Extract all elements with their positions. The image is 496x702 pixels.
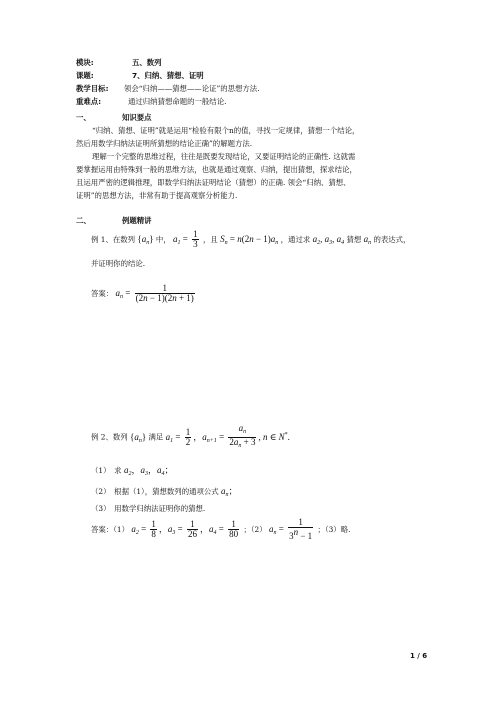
- example1-text-guess: 猜想: [346, 235, 362, 244]
- section2-title: 例题精讲: [122, 216, 152, 225]
- example2-q2-formula: $a_n$；: [221, 486, 238, 498]
- sequence-an-formula: $\{a_n\}$: [137, 234, 154, 246]
- example2-answer-general-term: $a_n$ = $\frac{1}{3^n - 1}$: [269, 517, 313, 542]
- example2-intro: 例 2、数列: [91, 432, 128, 442]
- goal-label: 教学目标:: [76, 84, 109, 93]
- module-row: [76, 58, 162, 68]
- example2-answer: [91, 518, 350, 544]
- example1-text-calc: ，通过求: [280, 235, 311, 244]
- section1-p2-line3: 且运用严密的逻辑推理，即数学归纳法证明结论（猜想）的正确. 领会“归纳、猜想、: [76, 178, 351, 187]
- example2-q2: [91, 486, 238, 500]
- example2-answer-label: 答案：（1）: [91, 525, 129, 534]
- example1-intro: 例 1、在数列: [91, 235, 136, 244]
- module-label: 模块:: [76, 58, 94, 67]
- a1-formula: $a_1$ = $\frac{1}{3}$: [173, 229, 198, 250]
- an-formula: $a_n$: [363, 234, 372, 246]
- focus-row: [76, 97, 226, 107]
- example1-line2: 并证明你的结论.: [91, 259, 146, 268]
- topic-label: 课题:: [76, 71, 94, 80]
- section1-p1-line2: 然后用数学归纳法证明所猜想的结论正确”的解题方法.: [76, 139, 253, 148]
- example2-q2-text: （2） 根据（1），猜想数列的通项公式: [91, 487, 219, 496]
- module-value: 五、数列: [132, 58, 162, 67]
- example2-answer-values: $a_2$ = $\frac{1}{8}$ ，$a_3$ = $\frac{1}{26}$ ，$a_4$ = $\frac{1}{80}$: [131, 519, 239, 540]
- example1-statement: [91, 230, 410, 252]
- section1-p1-line1: “归纳、猜想、证明”就是运用“检验有限个n的值，寻找一定规律，猜想一个结论，: [92, 126, 360, 135]
- section2-number: 二、: [76, 216, 91, 225]
- example1-answer-formula: $a_n$ = $\frac{1}{(2n - 1)(2n + 1)}$: [115, 283, 194, 304]
- example2-sequence-formula: $\{a_n\}$: [129, 431, 147, 444]
- a2-a3-a4-formula: $a_2$, $a_3$, $a_4$: [312, 234, 345, 246]
- topic-value: 7、归纳、猜想、证明: [132, 71, 204, 80]
- example2-answer-part2: ；（2）: [243, 525, 267, 534]
- focus-label: 重难点:: [76, 97, 102, 106]
- example2-q3: （3） 用数学归纳法证明你的猜想.: [91, 504, 206, 513]
- example2-text-satisfy: 满足: [148, 432, 164, 442]
- section1-p2-line1: 理解一个完整的思维过程，往往是既要发现结论，又要证明结论的正确性. 这就需: [92, 152, 356, 161]
- example1-text-middle: 中，: [155, 235, 171, 244]
- section1-heading: [76, 113, 152, 123]
- example1-answer-label: 答案：: [91, 289, 114, 298]
- example2-q1-text: （1） 求: [91, 466, 122, 475]
- focus-value: 通过归纳猜想命题的一般结论.: [128, 97, 227, 106]
- section1-p2-line4: 证明”的思想方法，非常有助于提高观察分析能力.: [76, 191, 238, 200]
- section1-number: 一、: [76, 113, 91, 122]
- example1-answer: [91, 282, 197, 308]
- example1-text-given: ，且: [202, 235, 218, 244]
- section1-p2-line2: 要掌握运用由特殊到一般的思维方法，也就是通过观察、归纳，提出猜想，探求结论，: [76, 165, 357, 174]
- goal-value: 领会“归纳——猜想——论证”的思想方法.: [124, 84, 260, 93]
- example1-text-end: 的表达式，: [373, 235, 411, 244]
- sn-formula: $S_n = n(2n - 1)a_n$: [220, 234, 279, 246]
- goal-row: [76, 84, 260, 94]
- example2-recurrence-formula: $a_1$ = $\frac{1}{2}$ ，$a_{n+1}$ = $\frac{a_n}{2a_n + 3}$ , n ∈ N*.: [165, 423, 290, 449]
- example2-q1: [91, 465, 173, 479]
- section1-title: 知识要点: [122, 113, 152, 122]
- topic-row: [76, 71, 204, 81]
- page-number: 1 / 6: [410, 652, 428, 660]
- example2-answer-part3: ；（3）略.: [317, 525, 351, 534]
- example2-statement: [91, 424, 290, 451]
- example2-q1-formula: $a_2$，$a_3$，$a_4$；: [123, 465, 174, 477]
- section2-heading: [76, 216, 152, 226]
